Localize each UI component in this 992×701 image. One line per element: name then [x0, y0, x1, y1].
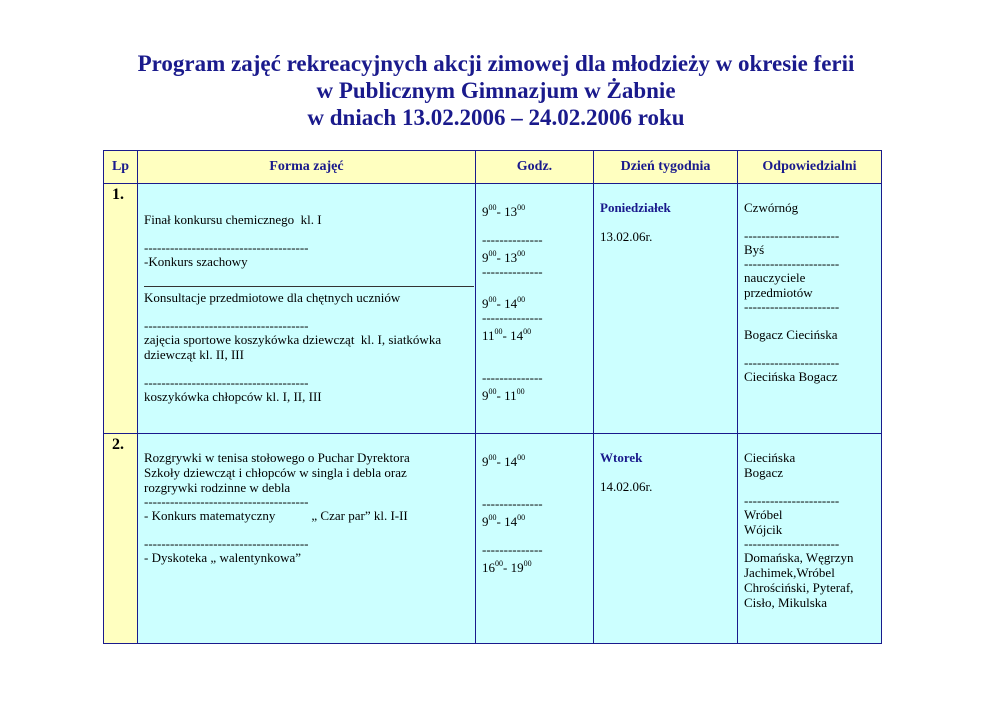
- responsible: Cisło, Mikulska: [744, 595, 828, 610]
- day-name: Poniedziałek: [600, 200, 671, 215]
- activity: zajęcia sportowe koszykówka dziewcząt kl. I, siatkówka: [144, 332, 442, 347]
- title-line-1: Program zajęć rekreacyjnych akcji zimowej dla młodzieży w okresie ferii: [137, 51, 855, 76]
- hours: $9^{00}-$ $13^{00}$: [482, 249, 526, 265]
- hours: $9^{00}-$ $14^{00}$: [482, 453, 526, 469]
- header-lp: Lp: [104, 151, 138, 184]
- activity: rozgrywki rodzinne w debla: [144, 480, 291, 495]
- activity: - Konkurs matematyczny „ Czar par” kl. I-II: [144, 508, 408, 523]
- responsible: nauczyciele: [744, 270, 806, 285]
- hours: $9^{00}-$ $14^{00}$: [482, 513, 526, 529]
- activity: Konsultacje przedmiotowe dla chętnych uczniów: [144, 290, 401, 305]
- responsible: przedmiotów: [744, 285, 813, 300]
- responsible: Ciecińska Bogacz: [744, 369, 838, 384]
- responsible: Chrościński, Pyteraf,: [744, 580, 854, 595]
- responsible: Ciecińska: [744, 450, 796, 465]
- header-odp: Odpowiedzialni: [738, 151, 882, 184]
- header-forma: Forma zajęć: [138, 151, 476, 184]
- activities-cell: Rozgrywki w tenisa stołowego o Puchar Dyrektora Szkoły dziewcząt i chłopców w singla i debla oraz rozgrywki rodzinne w debla -------------------------------------- - Konkurs matematyczny „ Czar par” kl. I-II -------------------------------------- - Dyskoteka „ walentynkowa”: [138, 434, 476, 644]
- responsible: Czwórnóg: [744, 200, 799, 215]
- day-cell: [594, 434, 738, 644]
- hours: $9^{00}-$ $14^{00}$: [482, 295, 526, 311]
- day-cell: [594, 184, 738, 434]
- table-row: [104, 434, 882, 644]
- responsible: Bogacz Ciecińska: [744, 327, 838, 342]
- responsible: Domańska, Węgrzyn: [744, 550, 854, 565]
- activity: Rozgrywki w tenisa stołowego o Puchar Dyrektora: [144, 450, 410, 465]
- day-name: Wtorek: [600, 450, 643, 465]
- hours: $16^{00}-$ $19^{00}$: [482, 559, 532, 575]
- hours: $9^{00}-$ $13^{00}$: [482, 203, 526, 219]
- responsible: Wróbel: [744, 507, 783, 522]
- day-date: 14.02.06r.: [600, 479, 653, 494]
- day-date: 13.02.06r.: [600, 229, 653, 244]
- responsible-cell: Ciecińska Bogacz ---------------------- Wróbel Wójcik ---------------------- Domańska, Węgrzyn Jachimek,Wróbel Chrościński, Pyteraf, Cisło, Mikulska: [738, 434, 882, 644]
- activity: -Konkurs szachowy: [144, 254, 248, 269]
- responsible: Bogacz: [744, 465, 783, 480]
- responsible: Jachimek,Wróbel: [744, 565, 835, 580]
- responsible-cell: Czwórnóg ---------------------- Byś ---------------------- nauczyciele przedmiotów ---------------------- Bogacz Ciecińska ---------------------- Ciecińska Bogacz: [738, 184, 882, 434]
- activities-cell: Finał konkursu chemicznego kl. I -------------------------------------- -Konkurs szachowy Konsultacje przedmiotowe dla chętnych uczniów -------------------------------------- zajęcia sportowe koszykówka dziewcząt kl. I, siatkówka dziewcząt kl. II, III -------------------------------------- koszykówka chłopców kl. I, II, III: [138, 184, 476, 434]
- hours: $9^{00}-$ $11^{00}$: [482, 387, 525, 403]
- title-line-3: w dniach 13.02.2006 – 24.02.2006 roku: [307, 105, 685, 130]
- activity: Finał konkursu chemicznego kl. I: [144, 212, 322, 227]
- responsible: Wójcik: [744, 522, 783, 537]
- divider: [144, 286, 474, 287]
- schedule-table: [103, 150, 882, 644]
- document-title: [0, 50, 992, 131]
- header-row: [104, 151, 882, 184]
- activity: - Dyskoteka „ walentynkowa”: [144, 550, 302, 565]
- title-line-2: w Publicznym Gimnazjum w Żabnie: [316, 78, 676, 103]
- table-row: [104, 184, 882, 434]
- activity: Szkoły dziewcząt i chłopców w singla i debla oraz: [144, 465, 407, 480]
- row-number: 1.: [104, 184, 138, 434]
- header-dzien: Dzień tygodnia: [594, 151, 738, 184]
- hours: $11^{00}-$ $14^{00}$: [482, 327, 532, 343]
- activity: koszykówka chłopców kl. I, II, III: [144, 389, 322, 404]
- header-godz: Godz.: [476, 151, 594, 184]
- row-number: 2.: [104, 434, 138, 644]
- hours-cell: $9^{00}-$ $14^{00}$ -------------- $9^{00}-$ $14^{00}$ -------------- $16^{00}-$ $19^{00}$: [476, 434, 594, 644]
- hours-cell: $9^{00}-$ $13^{00}$ -------------- $9^{00}-$ $13^{00}$ -------------- $9^{00}-$ $14^{00}$ -------------- $11^{00}-$ $14^{00}$ -------------- $9^{00}-$ $11^{00}$: [476, 184, 594, 434]
- activity: dziewcząt kl. II, III: [144, 347, 244, 362]
- responsible: Byś: [744, 242, 765, 257]
